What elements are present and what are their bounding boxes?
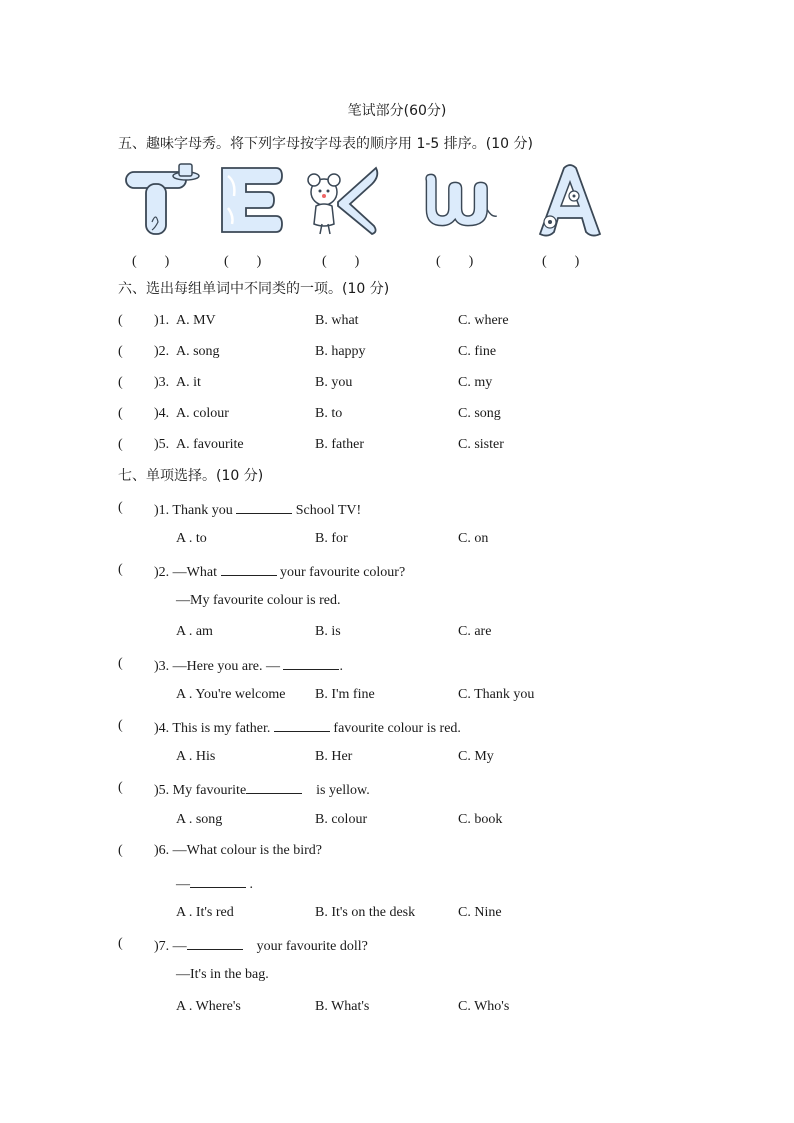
question-2-reply: —My favourite colour is red.: [176, 593, 341, 608]
question-5-stem: )5. My favourite is yellow.: [154, 779, 370, 800]
question-3-stem: )3. —Here you are. — .: [154, 655, 343, 676]
question-number: )1.: [154, 313, 170, 328]
q5-option-b: B. colour: [315, 812, 368, 827]
q6-option-c: C. Nine: [458, 905, 502, 920]
answer-bracket-q3[interactable]: (: [118, 656, 123, 671]
answer-bracket-q6[interactable]: (: [118, 843, 123, 858]
question-6-stem: )6. —What colour is the bird?: [154, 843, 322, 858]
option-a: A. song: [176, 344, 220, 359]
q5-option-c: C. book: [458, 812, 503, 827]
answer-bracket[interactable]: (: [118, 375, 123, 390]
question-7-reply: —It's in the bag.: [176, 967, 269, 982]
fill-blank[interactable]: [283, 655, 339, 670]
letter-a-answer[interactable]: ( ): [542, 254, 580, 269]
question-1-stem: )1. Thank you School TV!: [154, 499, 361, 520]
answer-bracket-q2[interactable]: (: [118, 562, 123, 577]
question-number: )3.: [154, 375, 170, 390]
fill-blank[interactable]: [246, 779, 302, 794]
question-number: )2.: [154, 344, 170, 359]
q3-option-a: A . You're welcome: [176, 687, 286, 702]
option-c: C. fine: [458, 344, 497, 359]
letter-w-answer[interactable]: ( ): [436, 254, 474, 269]
letter-e-image: [214, 162, 294, 238]
q4-option-a: A . His: [176, 749, 216, 764]
q2-option-a: A . am: [176, 624, 213, 639]
letter-t-image: [122, 162, 202, 238]
option-c: C. where: [458, 313, 509, 328]
option-c: C. my: [458, 375, 493, 390]
q4-option-b: B. Her: [315, 749, 353, 764]
q7-option-a: A . Where's: [176, 999, 241, 1014]
q2-option-b: B. is: [315, 624, 341, 639]
option-b: B. happy: [315, 344, 366, 359]
letter-a-image: [530, 162, 610, 238]
option-a: A. favourite: [176, 437, 244, 452]
fill-blank[interactable]: [190, 873, 246, 888]
answer-bracket-q4[interactable]: (: [118, 718, 123, 733]
q2-option-c: C. are: [458, 624, 492, 639]
fill-blank[interactable]: [221, 561, 277, 576]
fill-blank[interactable]: [236, 499, 292, 514]
q3-option-b: B. I'm fine: [315, 687, 375, 702]
q6-option-b: B. It's on the desk: [315, 905, 416, 920]
fill-blank[interactable]: [187, 935, 243, 950]
option-c: C. song: [458, 406, 501, 421]
page-title: 笔试部分(60分): [347, 103, 447, 119]
question-number: )4.: [154, 406, 170, 421]
q4-option-c: C. My: [458, 749, 494, 764]
answer-bracket[interactable]: (: [118, 437, 123, 452]
letter-t-answer[interactable]: ( ): [132, 254, 170, 269]
question-4-stem: )4. This is my father. favourite colour is red.: [154, 717, 461, 738]
answer-bracket[interactable]: (: [118, 406, 123, 421]
section-five-heading: 五、趣味字母秀。将下列字母按字母表的顺序用 1-5 排序。(10 分): [118, 136, 533, 152]
letter-w-image: [420, 162, 500, 238]
option-b: B. what: [315, 313, 359, 328]
q1-option-b: B. for: [315, 531, 348, 546]
question-6-reply: — .: [176, 873, 253, 894]
option-c: C. sister: [458, 437, 504, 452]
option-a: A. colour: [176, 406, 229, 421]
q7-option-c: C. Who's: [458, 999, 510, 1014]
q6-option-a: A . It's red: [176, 905, 234, 920]
answer-bracket[interactable]: (: [118, 344, 123, 359]
question-7-stem: )7. — your favourite doll?: [154, 935, 368, 956]
letter-k-image: [302, 162, 382, 238]
question-number: )5.: [154, 437, 170, 452]
section-six-heading: 六、选出每组单词中不同类的一项。(10 分): [118, 281, 390, 297]
option-b: B. you: [315, 375, 353, 390]
q1-option-a: A . to: [176, 531, 207, 546]
answer-bracket-q7[interactable]: (: [118, 936, 123, 951]
option-a: A. it: [176, 375, 201, 390]
q5-option-a: A . song: [176, 812, 223, 827]
option-b: B. father: [315, 437, 364, 452]
question-2-stem: )2. —What your favourite colour?: [154, 561, 405, 582]
answer-bracket-q1[interactable]: (: [118, 500, 123, 515]
letter-k-answer[interactable]: ( ): [322, 254, 360, 269]
fill-blank[interactable]: [274, 717, 330, 732]
answer-bracket-q5[interactable]: (: [118, 780, 123, 795]
answer-bracket[interactable]: (: [118, 313, 123, 328]
section-seven-heading: 七、单项选择。(10 分): [118, 468, 264, 484]
option-a: A. MV: [176, 313, 216, 328]
q1-option-c: C. on: [458, 531, 489, 546]
letter-e-answer[interactable]: ( ): [224, 254, 262, 269]
option-b: B. to: [315, 406, 343, 421]
q7-option-b: B. What's: [315, 999, 370, 1014]
q3-option-c: C. Thank you: [458, 687, 535, 702]
